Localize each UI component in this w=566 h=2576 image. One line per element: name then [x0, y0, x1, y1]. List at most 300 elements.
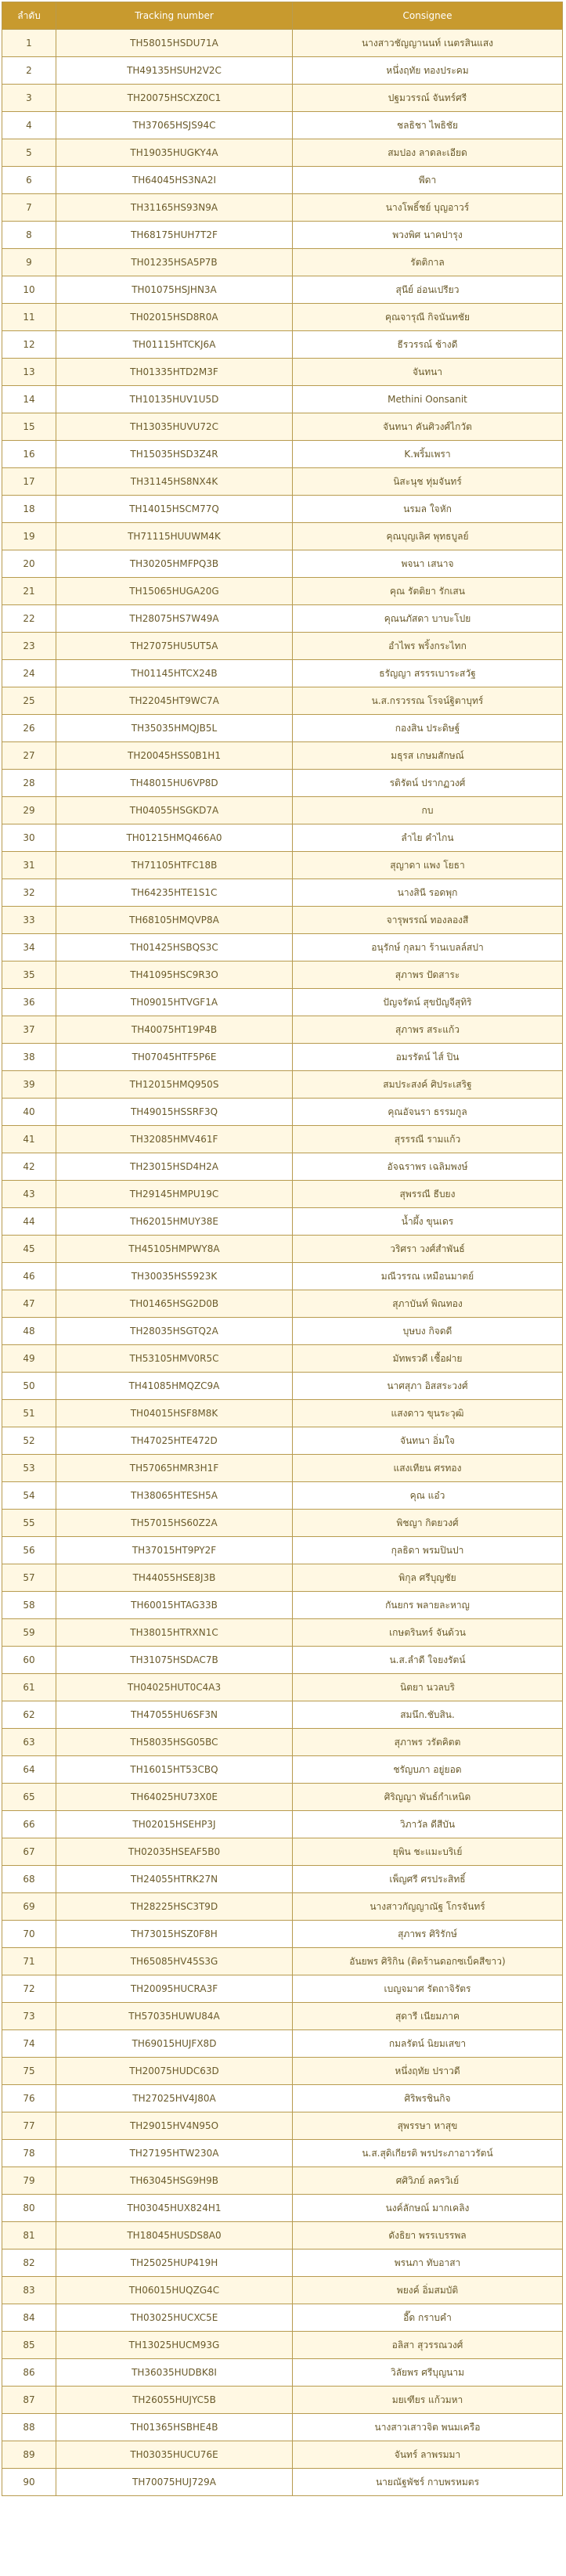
row-index: 80: [2, 2195, 56, 2222]
table-row: [2, 2359, 563, 2387]
row-index: 54: [2, 1482, 56, 1510]
row-index: 65: [2, 1784, 56, 1811]
row-consignee: คุณ รัตติยา รักเสน: [293, 578, 563, 605]
table-row: [2, 167, 563, 194]
row-tracking-number: TH16015HT53CBQ: [56, 1756, 293, 1784]
row-tracking-number: TH35035HMQJB5L: [56, 715, 293, 742]
row-tracking-number: TH15065HUGA20G: [56, 578, 293, 605]
row-index: 10: [2, 276, 56, 304]
table-row: [2, 1318, 563, 1345]
table-row: [2, 1537, 563, 1564]
row-consignee: คุณอัจนรา ธรรมกูล: [293, 1099, 563, 1126]
table-row: [2, 2140, 563, 2167]
row-tracking-number: TH20045HSS0B1H1: [56, 742, 293, 770]
table-row: [2, 249, 563, 276]
row-index: 26: [2, 715, 56, 742]
row-tracking-number: TH01075HSJHN3A: [56, 276, 293, 304]
row-index: 57: [2, 1564, 56, 1592]
row-tracking-number: TH37065HSJS94C: [56, 112, 293, 139]
table-row: [2, 1400, 563, 1427]
row-index: 30: [2, 824, 56, 852]
row-index: 77: [2, 2112, 56, 2140]
row-consignee: กันยกร พลายละหาญ: [293, 1592, 563, 1619]
row-tracking-number: TH14015HSCM77Q: [56, 496, 293, 523]
table-row: [2, 660, 563, 687]
table-row: [2, 2112, 563, 2140]
row-tracking-number: TH73015HSZ0F8H: [56, 1921, 293, 1948]
table-row: [2, 1701, 563, 1729]
table-row: [2, 770, 563, 797]
row-consignee: คุณนภัสดา บาบะโปย: [293, 605, 563, 633]
table-header: [2, 2, 563, 30]
row-tracking-number: TH25025HUP419H: [56, 2249, 293, 2277]
row-index: 69: [2, 1893, 56, 1921]
row-tracking-number: TH64045HS3NA2I: [56, 167, 293, 194]
row-tracking-number: TH22045HT9WC7A: [56, 687, 293, 715]
table-row: [2, 1427, 563, 1455]
row-tracking-number: TH31165HS93N9A: [56, 194, 293, 222]
row-consignee: นิตยา นวลบริ: [293, 1674, 563, 1701]
table-row: [2, 1647, 563, 1674]
table-row: [2, 1373, 563, 1400]
table-row: [2, 1866, 563, 1893]
table-row: [2, 2085, 563, 2112]
row-consignee: สุดารี เนียมภาค: [293, 2003, 563, 2030]
row-consignee: น.ส.ลำดี ใจยงรัตน์: [293, 1647, 563, 1674]
row-tracking-number: TH69015HUJFX8D: [56, 2030, 293, 2058]
row-consignee: พิชญา กิตยวงศ์: [293, 1510, 563, 1537]
table-row: [2, 934, 563, 961]
row-index: 7: [2, 194, 56, 222]
row-index: 18: [2, 496, 56, 523]
row-consignee: ศศิวิภย์ ลครวิเย์: [293, 2167, 563, 2195]
table-row: [2, 1016, 563, 1044]
table-row: [2, 1345, 563, 1373]
row-consignee: วริศรา วงศ์สำพันธ์: [293, 1236, 563, 1263]
row-consignee: กองสิน ประดิษฐ์: [293, 715, 563, 742]
row-tracking-number: TH02035HSEAF5B0: [56, 1838, 293, 1866]
row-tracking-number: TH58035HSG05BC: [56, 1729, 293, 1756]
row-index: 35: [2, 961, 56, 989]
row-tracking-number: TH71115HUUWM4K: [56, 523, 293, 550]
row-tracking-number: TH03035HUCU76E: [56, 2441, 293, 2469]
row-consignee: เบญจมาศ รัตถาจิรัตร: [293, 1975, 563, 2003]
table-row: [2, 441, 563, 468]
row-tracking-number: TH29015HV4N95O: [56, 2112, 293, 2140]
row-index: 73: [2, 2003, 56, 2030]
row-index: 31: [2, 852, 56, 879]
table-row: [2, 797, 563, 824]
row-consignee: สมปอง ลาดละเอียด: [293, 139, 563, 167]
table-row: [2, 2249, 563, 2277]
table-row: [2, 2387, 563, 2414]
row-consignee: อันยพร ศิริกิน (ติดร้านดอกซเบ็คสีขาว): [293, 1948, 563, 1975]
row-consignee: พรนภา ทับอาสา: [293, 2249, 563, 2277]
table-row: [2, 2277, 563, 2304]
row-tracking-number: TH15035HSD3Z4R: [56, 441, 293, 468]
table-row: [2, 2167, 563, 2195]
row-consignee: Methini Oonsanit: [293, 386, 563, 413]
row-tracking-number: TH20075HUDC63D: [56, 2058, 293, 2085]
row-consignee: นางสาวกัญญาณัฐ โกรจันทร์: [293, 1893, 563, 1921]
row-index: 45: [2, 1236, 56, 1263]
row-index: 40: [2, 1099, 56, 1126]
row-tracking-number: TH53105HMV0R5C: [56, 1345, 293, 1373]
row-consignee: กบ: [293, 797, 563, 824]
row-tracking-number: TH30035HS5923K: [56, 1263, 293, 1290]
row-index: 76: [2, 2085, 56, 2112]
table-row: [2, 1208, 563, 1236]
table-row: [2, 1126, 563, 1153]
row-index: 67: [2, 1838, 56, 1866]
row-consignee: อนุรักษ์ กุลมา ร้านเบลล์สปา: [293, 934, 563, 961]
table-row: [2, 1455, 563, 1482]
row-index: 34: [2, 934, 56, 961]
row-index: 13: [2, 359, 56, 386]
row-index: 43: [2, 1181, 56, 1208]
table-row: [2, 1784, 563, 1811]
row-index: 5: [2, 139, 56, 167]
row-tracking-number: TH26055HUJYC5B: [56, 2387, 293, 2414]
table-row: [2, 222, 563, 249]
row-index: 59: [2, 1619, 56, 1647]
row-index: 44: [2, 1208, 56, 1236]
table-row: [2, 1263, 563, 1290]
row-index: 51: [2, 1400, 56, 1427]
table-row: [2, 2195, 563, 2222]
row-tracking-number: TH47055HU6SF3N: [56, 1701, 293, 1729]
table-row: [2, 85, 563, 112]
row-tracking-number: TH31075HSDAC7B: [56, 1647, 293, 1674]
row-consignee: สุภาพร สระแก้ว: [293, 1016, 563, 1044]
row-tracking-number: TH13035HUVU72C: [56, 413, 293, 441]
row-consignee: สุภาพร วรัตคิตต: [293, 1729, 563, 1756]
row-tracking-number: TH27025HV4J80A: [56, 2085, 293, 2112]
table-row: [2, 1564, 563, 1592]
row-tracking-number: TH48015HU6VP8D: [56, 770, 293, 797]
row-tracking-number: TH58015HSDU71A: [56, 30, 293, 57]
row-tracking-number: TH29145HMPU19C: [56, 1181, 293, 1208]
table-row: [2, 496, 563, 523]
row-index: 28: [2, 770, 56, 797]
table-row: [2, 824, 563, 852]
table-row: [2, 2304, 563, 2332]
row-consignee: สุญาดา แพง โยธา: [293, 852, 563, 879]
row-tracking-number: TH60015HTAG33B: [56, 1592, 293, 1619]
table-row: [2, 2003, 563, 2030]
row-consignee: นรมล ใจหัก: [293, 496, 563, 523]
row-tracking-number: TH04025HUT0C4A3: [56, 1674, 293, 1701]
row-tracking-number: TH01145HTCX24B: [56, 660, 293, 687]
row-index: 19: [2, 523, 56, 550]
row-tracking-number: TH47025HTE472D: [56, 1427, 293, 1455]
row-index: 56: [2, 1537, 56, 1564]
row-tracking-number: TH57035HUWU84A: [56, 2003, 293, 2030]
row-index: 71: [2, 1948, 56, 1975]
row-index: 55: [2, 1510, 56, 1537]
row-tracking-number: TH03025HUCXC5E: [56, 2304, 293, 2332]
row-consignee: อมรรัตน์ ไส์ ปิน: [293, 1044, 563, 1071]
row-tracking-number: TH64025HU73X0E: [56, 1784, 293, 1811]
row-consignee: ธรัญญา สรรรเบาระสวัฐ: [293, 660, 563, 687]
table-row: [2, 2030, 563, 2058]
row-index: 8: [2, 222, 56, 249]
row-consignee: รัตติกาล: [293, 249, 563, 276]
table-row: [2, 57, 563, 85]
row-index: 88: [2, 2414, 56, 2441]
table-row: [2, 1619, 563, 1647]
row-tracking-number: TH57065HMR3H1F: [56, 1455, 293, 1482]
table-row: [2, 386, 563, 413]
row-index: 24: [2, 660, 56, 687]
row-consignee: นาศสุภา อิสสระวงศ์: [293, 1373, 563, 1400]
table-row: [2, 1290, 563, 1318]
row-tracking-number: TH04055HSGKD7A: [56, 797, 293, 824]
row-tracking-number: TH27195HTW230A: [56, 2140, 293, 2167]
row-consignee: นงค์ลักษณ์ มากเคลิง: [293, 2195, 563, 2222]
row-index: 3: [2, 85, 56, 112]
row-index: 64: [2, 1756, 56, 1784]
row-tracking-number: TH20095HUCRA3F: [56, 1975, 293, 2003]
table-row: [2, 879, 563, 907]
table-row: [2, 304, 563, 331]
row-tracking-number: TH70075HUJ729A: [56, 2469, 293, 2496]
row-tracking-number: TH41095HSC9R3O: [56, 961, 293, 989]
table-row: [2, 331, 563, 359]
row-index: 89: [2, 2441, 56, 2469]
row-index: 50: [2, 1373, 56, 1400]
row-consignee: จันทนา: [293, 359, 563, 386]
row-index: 52: [2, 1427, 56, 1455]
row-consignee: มัทพรวดี เชื้อฝาย: [293, 1345, 563, 1373]
row-consignee: ลำไย คำไกน: [293, 824, 563, 852]
row-index: 33: [2, 907, 56, 934]
row-consignee: ดังธิยา พรรเบรรพล: [293, 2222, 563, 2249]
row-consignee: สุภาบันท์ พิณทอง: [293, 1290, 563, 1318]
row-index: 82: [2, 2249, 56, 2277]
row-index: 4: [2, 112, 56, 139]
row-index: 86: [2, 2359, 56, 2387]
table-row: [2, 359, 563, 386]
row-tracking-number: TH40075HT19P4B: [56, 1016, 293, 1044]
row-index: 81: [2, 2222, 56, 2249]
header-consignee: Consignee: [293, 2, 563, 30]
table-row: [2, 1482, 563, 1510]
row-consignee: K.พริ้มเพรา: [293, 441, 563, 468]
row-index: 1: [2, 30, 56, 57]
table-row: [2, 907, 563, 934]
row-consignee: อัจฉราพร เฉลิมพงษ์: [293, 1153, 563, 1181]
row-tracking-number: TH10135HUV1U5D: [56, 386, 293, 413]
row-tracking-number: TH04015HSF8M8K: [56, 1400, 293, 1427]
row-index: 41: [2, 1126, 56, 1153]
row-index: 47: [2, 1290, 56, 1318]
table-row: [2, 2058, 563, 2085]
table-row: [2, 523, 563, 550]
table-row: [2, 2222, 563, 2249]
table-row: [2, 1044, 563, 1071]
row-index: 46: [2, 1263, 56, 1290]
row-tracking-number: TH24055HTRK27N: [56, 1866, 293, 1893]
row-index: 39: [2, 1071, 56, 1099]
row-tracking-number: TH06015HUQZG4C: [56, 2277, 293, 2304]
table-row: [2, 468, 563, 496]
row-index: 6: [2, 167, 56, 194]
row-tracking-number: TH64235HTE1S1C: [56, 879, 293, 907]
row-tracking-number: TH32085HMV461F: [56, 1126, 293, 1153]
row-consignee: แสงดาว ขุนระวุฒิ: [293, 1400, 563, 1427]
row-consignee: พิกุล ศรีบุญชัย: [293, 1564, 563, 1592]
row-consignee: สมนึก.ชับสิน.: [293, 1701, 563, 1729]
table-row: [2, 1975, 563, 2003]
row-index: 53: [2, 1455, 56, 1482]
row-consignee: ศิริญญา พันธ์กำเหนิด: [293, 1784, 563, 1811]
row-consignee: คุณ แอ๋ว: [293, 1482, 563, 1510]
row-index: 68: [2, 1866, 56, 1893]
row-consignee: จันทนา อิ่มใจ: [293, 1427, 563, 1455]
row-index: 83: [2, 2277, 56, 2304]
table-row: [2, 30, 563, 57]
row-index: 17: [2, 468, 56, 496]
row-consignee: บุษบง กิจดดี: [293, 1318, 563, 1345]
table-row: [2, 715, 563, 742]
row-tracking-number: TH03045HUX824H1: [56, 2195, 293, 2222]
row-tracking-number: TH38015HTRXN1C: [56, 1619, 293, 1647]
row-index: 21: [2, 578, 56, 605]
header-tracking-number: Tracking number: [56, 2, 293, 30]
row-consignee: ธีรวรรณ์ ช้างดี: [293, 331, 563, 359]
row-consignee: แสงเทียน ศรทอง: [293, 1455, 563, 1482]
row-consignee: สมประสงค์ ศิประเสริฐ: [293, 1071, 563, 1099]
row-tracking-number: TH18045HUSDS8A0: [56, 2222, 293, 2249]
row-consignee: น.ส.สุดิเกียรติ พรประภาอาวรัตน์: [293, 2140, 563, 2167]
row-tracking-number: TH19035HUGKY4A: [56, 139, 293, 167]
row-consignee: สุภาพร ปัดสาระ: [293, 961, 563, 989]
row-tracking-number: TH07045HTF5P6E: [56, 1044, 293, 1071]
row-consignee: พวงพิศ นาคปารุง: [293, 222, 563, 249]
row-consignee: ชรัญบภา อยู่ยอด: [293, 1756, 563, 1784]
table-row: [2, 2441, 563, 2469]
row-consignee: รติรัตน์ ปรากฏวงศ์: [293, 770, 563, 797]
row-index: 79: [2, 2167, 56, 2195]
table-row: [2, 1510, 563, 1537]
row-consignee: พีดา: [293, 167, 563, 194]
row-consignee: กุลธิดา พรมปินปา: [293, 1537, 563, 1564]
table-row: [2, 852, 563, 879]
row-consignee: พยงค์ อิ่มสมบัติ: [293, 2277, 563, 2304]
row-index: 70: [2, 1921, 56, 1948]
row-consignee: ชลธิชา ไพธิชัย: [293, 112, 563, 139]
row-consignee: มณีวรรณ เหมือนมาตย์: [293, 1263, 563, 1290]
row-consignee: วิภาวัล ดีสีบัน: [293, 1811, 563, 1838]
table-row: [2, 605, 563, 633]
row-tracking-number: TH28075HS7W49A: [56, 605, 293, 633]
table-row: [2, 139, 563, 167]
row-consignee: ปฐมวรรณ์ จันทร์ศรี: [293, 85, 563, 112]
row-tracking-number: TH65085HV45S3G: [56, 1948, 293, 1975]
row-index: 58: [2, 1592, 56, 1619]
table-row: [2, 1592, 563, 1619]
table-row: [2, 2469, 563, 2496]
row-consignee: พจนา เสนาจ: [293, 550, 563, 578]
row-tracking-number: TH36035HUDBK8I: [56, 2359, 293, 2387]
row-consignee: จารุพรรณ์ ทองลองสี: [293, 907, 563, 934]
table-row: [2, 1893, 563, 1921]
row-tracking-number: TH38065HTESH5A: [56, 1482, 293, 1510]
row-tracking-number: TH31145HS8NX4K: [56, 468, 293, 496]
row-index: 27: [2, 742, 56, 770]
row-tracking-number: TH12015HMQ950S: [56, 1071, 293, 1099]
row-index: 32: [2, 879, 56, 907]
row-index: 72: [2, 1975, 56, 2003]
row-consignee: น.ส.กรวรรณ โรจน์ฐิตาบุทร์: [293, 687, 563, 715]
table-row: [2, 1756, 563, 1784]
row-consignee: อี๊ด กราบคำ: [293, 2304, 563, 2332]
row-tracking-number: TH02015HSEHP3J: [56, 1811, 293, 1838]
table-row: [2, 1838, 563, 1866]
header-index: ลำดับ: [2, 2, 56, 30]
row-index: 74: [2, 2030, 56, 2058]
row-consignee: สุนีย์ อ่อนเปรียว: [293, 276, 563, 304]
row-index: 11: [2, 304, 56, 331]
table-row: [2, 2414, 563, 2441]
row-index: 66: [2, 1811, 56, 1838]
row-consignee: นายณัฐพัชร์ กาบพรหมตร: [293, 2469, 563, 2496]
row-tracking-number: TH27075HU5UT5A: [56, 633, 293, 660]
row-tracking-number: TH41085HMQZC9A: [56, 1373, 293, 1400]
row-consignee: คุณบุญเลิศ พุทธบูลย์: [293, 523, 563, 550]
row-consignee: เกษตรินทร์ จันด้วน: [293, 1619, 563, 1647]
row-index: 49: [2, 1345, 56, 1373]
row-tracking-number: TH30205HMFPQ3B: [56, 550, 293, 578]
row-index: 61: [2, 1674, 56, 1701]
row-consignee: นางสาวเสาวจิต พนมเครือ: [293, 2414, 563, 2441]
row-index: 20: [2, 550, 56, 578]
row-consignee: ศิริพรชินกิจ: [293, 2085, 563, 2112]
table-row: [2, 1071, 563, 1099]
row-index: 15: [2, 413, 56, 441]
row-index: 84: [2, 2304, 56, 2332]
row-tracking-number: TH02015HSD8R0A: [56, 304, 293, 331]
table-row: [2, 633, 563, 660]
row-tracking-number: TH63045HSG9H9B: [56, 2167, 293, 2195]
row-index: 63: [2, 1729, 56, 1756]
row-consignee: นางโพธิ์ชย์ บุญอาวร์: [293, 194, 563, 222]
row-tracking-number: TH28035HSGTQ2A: [56, 1318, 293, 1345]
row-index: 16: [2, 441, 56, 468]
row-index: 22: [2, 605, 56, 633]
row-tracking-number: TH20075HSCXZ0C1: [56, 85, 293, 112]
table-row: [2, 1153, 563, 1181]
row-index: 25: [2, 687, 56, 715]
table-row: [2, 1811, 563, 1838]
row-consignee: หนึ่งฤทัย ทองประคม: [293, 57, 563, 85]
row-consignee: สุภาพร ศิริรักษ์: [293, 1921, 563, 1948]
table-row: [2, 578, 563, 605]
row-consignee: นางสินี รอดพุก: [293, 879, 563, 907]
row-consignee: มธุรส เกษมสักษณ์: [293, 742, 563, 770]
table-row: [2, 1236, 563, 1263]
table-row: [2, 961, 563, 989]
table-row: [2, 1099, 563, 1126]
row-index: 87: [2, 2387, 56, 2414]
row-consignee: จันทร์ ลาพรมมา: [293, 2441, 563, 2469]
table-body: [2, 30, 563, 2496]
table-row: [2, 194, 563, 222]
header-row: [2, 2, 563, 30]
row-tracking-number: TH57015HS60Z2A: [56, 1510, 293, 1537]
row-tracking-number: TH71105HTFC18B: [56, 852, 293, 879]
